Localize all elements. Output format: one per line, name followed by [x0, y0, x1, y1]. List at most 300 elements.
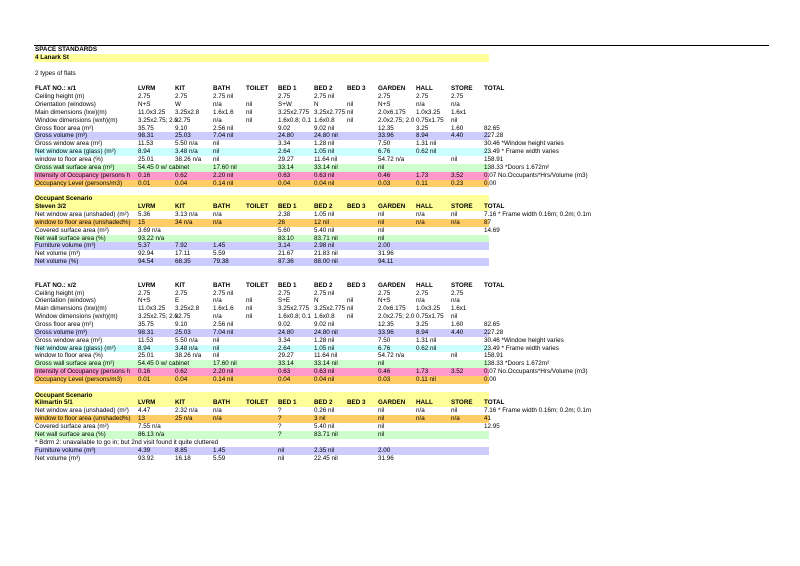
- cell-value: N: [314, 297, 319, 305]
- cell-value: n/a: [213, 313, 222, 321]
- cell-value: 1.0x3.25: [416, 108, 441, 116]
- row-label: * Bdrm 2: unavailable to go in; but 2nd visit found it quite cluttered: [35, 438, 219, 446]
- column-header: LVRM: [138, 281, 156, 289]
- cell-value: n/a: [416, 211, 425, 219]
- cell-value: nil: [378, 360, 385, 368]
- row-label: Gross floor area (m²): [35, 321, 94, 328]
- column-header: STORE: [451, 281, 473, 289]
- cell-value: 3.14: [278, 242, 291, 250]
- cell-value: 23.49 * Frame width varies: [484, 148, 559, 156]
- cell-value: 2.75: [416, 289, 429, 297]
- cell-value: 0.75x1.75: [416, 116, 444, 124]
- row-label: Gross floor area (m²): [35, 124, 94, 132]
- cell-value: 0.11: [416, 179, 428, 187]
- cell-value: 1.6x0.8; 0.1: [278, 313, 311, 321]
- cell-value: 2.75 nil: [213, 93, 234, 101]
- row-label: Covered surface area (m²): [35, 423, 109, 431]
- cell-value: 54.72 n/a: [378, 352, 405, 360]
- cell-value: nil: [451, 313, 458, 321]
- cell-value: x2.75: [175, 116, 191, 124]
- cell-value: 23.49 * Frame width varies: [484, 344, 559, 352]
- column-header: TOTAL: [484, 203, 505, 211]
- cell-value: n/a: [213, 101, 222, 109]
- row-label: Net volume (%): [35, 258, 79, 266]
- column-header: GARDEN: [378, 399, 406, 407]
- cell-value: nil: [451, 155, 458, 163]
- cell-value: 25.03: [175, 132, 191, 140]
- column-header: BED 1: [278, 203, 297, 211]
- row-label: Net wall surface area (%): [35, 234, 106, 242]
- cell-value: nil: [378, 226, 385, 234]
- cell-value: 88.00 nil: [314, 258, 338, 266]
- cell-value: 1.6x1.6: [213, 305, 234, 313]
- cell-value: 31.96: [378, 454, 394, 462]
- cell-value: 5.60: [278, 226, 291, 234]
- cell-value: 0.14 nil: [213, 375, 234, 383]
- cell-value: 54.72 n/a: [378, 155, 405, 163]
- cell-value: 2.75: [378, 93, 391, 101]
- cell-value: 16.18: [175, 454, 191, 462]
- cell-value: 9.10: [175, 124, 188, 132]
- cell-value: nil: [246, 313, 253, 321]
- cell-value: 1.6x1: [451, 108, 467, 116]
- cell-value: nil: [378, 211, 385, 219]
- cell-value: 6.76: [378, 148, 391, 156]
- row-label: Occupancy Level (persons/m3): [35, 179, 123, 187]
- cell-value: 15: [138, 218, 146, 226]
- row-label: Intensity of Occupancy (persons h: [35, 171, 131, 179]
- cell-value: N+S: [138, 297, 151, 305]
- column-header: TOTAL: [484, 281, 505, 289]
- cell-value: 11.64 nil: [314, 352, 338, 360]
- cell-value: 2.75: [175, 289, 188, 297]
- cell-value: 1.05 nil: [314, 211, 335, 219]
- cell-value: 8.94: [416, 328, 429, 336]
- cell-value: 2.75: [378, 289, 391, 297]
- cell-value: 38.26 n/a: [175, 155, 202, 163]
- cell-value: nil: [347, 101, 354, 109]
- cell-value: 1.60: [451, 321, 464, 328]
- cell-value: 0.63: [278, 368, 291, 376]
- column-header: BED 3: [347, 85, 366, 93]
- cell-value: 25.03: [175, 328, 191, 336]
- row-label: Furniture volume (m³): [35, 446, 96, 454]
- cell-value: 1.6x1: [451, 305, 467, 313]
- column-header: BED 1: [278, 399, 297, 407]
- cell-value: 0.03: [378, 179, 391, 187]
- cell-value: 2.0x2.75; 2.0: [378, 313, 415, 321]
- row-label: Net window area (unshaded) (m²): [35, 407, 129, 415]
- cell-value: 12.35: [378, 321, 394, 328]
- cell-value: nil: [213, 155, 220, 163]
- row-label: Net wall surface area (%): [35, 430, 106, 438]
- row-label: window to floor area (unshaded%): [35, 218, 131, 226]
- cell-value: 86.13 n/a: [138, 430, 165, 438]
- row-label: Net window area (glass) (m²): [35, 344, 116, 352]
- cell-value: 31.96: [378, 250, 394, 258]
- cell-value: 30.46 *Window height varies: [484, 140, 564, 148]
- cell-value: 11.0x3.25: [138, 305, 166, 313]
- row-label: Orientation (windows): [35, 297, 96, 305]
- cell-value: ?: [278, 415, 282, 423]
- cell-value: E: [175, 297, 180, 305]
- section-label: Steven 3/2: [35, 203, 67, 211]
- column-header: STORE: [451, 203, 473, 211]
- column-header: HALL: [416, 203, 433, 211]
- cell-value: S+E: [278, 297, 291, 305]
- cell-value: nil: [378, 423, 385, 431]
- cell-value: n/a: [451, 415, 460, 423]
- cell-value: 158.91: [484, 155, 504, 163]
- cell-value: 26: [278, 218, 286, 226]
- cell-value: n/a: [416, 415, 425, 423]
- column-header: LVRM: [138, 203, 156, 211]
- row-label: Furniture volume (m³): [35, 242, 96, 250]
- cell-value: 2.75: [138, 93, 151, 101]
- cell-value: 4.40: [451, 328, 464, 336]
- cell-value: 4.40: [451, 132, 464, 140]
- cell-value: 3.13 n/a: [175, 211, 198, 219]
- row-label: window to floor area (%): [35, 155, 103, 163]
- cell-value: 25.01: [138, 155, 154, 163]
- column-header: HALL: [416, 281, 433, 289]
- cell-value: 83.71 nil: [314, 430, 338, 438]
- cell-value: nil: [347, 305, 354, 313]
- cell-value: n/a: [213, 407, 222, 415]
- cell-value: 7.92: [175, 242, 188, 250]
- cell-value: 9.02 nil: [314, 321, 335, 328]
- cell-value: 3.48 n/a: [175, 148, 198, 156]
- cell-value: 2.56 nil: [213, 124, 234, 132]
- cell-value: 2.75 nil: [314, 289, 335, 297]
- column-header: HALL: [416, 399, 433, 407]
- cell-value: 22.45 nil: [314, 454, 338, 462]
- cell-value: 0.11 nil: [416, 375, 436, 383]
- cell-value: 33.14 nil: [314, 360, 338, 368]
- cell-value: 2.38: [278, 211, 291, 219]
- cell-value: 33.96: [378, 328, 394, 336]
- cell-value: 7.55 n/a: [138, 423, 161, 431]
- column-header: KIT: [175, 85, 186, 93]
- row-label: Net volume (m³): [35, 250, 81, 258]
- cell-value: ?: [278, 423, 282, 431]
- cell-value: 0.16: [138, 368, 151, 376]
- column-header: KIT: [175, 399, 186, 407]
- cell-value: 7.04 nil: [213, 328, 234, 336]
- cell-value: 3.25: [416, 124, 429, 132]
- cell-value: 3.25x2.775: [314, 108, 346, 116]
- cell-value: 24.80: [278, 328, 294, 336]
- cell-value: n/a: [416, 297, 425, 305]
- cell-value: 0.62 nil: [416, 148, 437, 156]
- column-header: TOILET: [246, 281, 269, 289]
- cell-value: 3.25x2.8: [175, 305, 200, 313]
- cell-value: 0.62 nil: [416, 344, 437, 352]
- cell-value: nil: [213, 336, 220, 344]
- cell-value: 3.25x2.775: [278, 305, 310, 313]
- cell-value: 33.14 nil: [314, 163, 338, 171]
- cell-value: n/a: [213, 415, 222, 423]
- cell-value: 82.65: [484, 321, 500, 328]
- cell-value: 0.63 nil: [314, 171, 335, 179]
- cell-value: 2.0x6.175: [378, 305, 406, 313]
- cell-value: 3.48 n/a: [175, 344, 198, 352]
- cell-value: nil: [347, 108, 354, 116]
- cell-value: 2.64: [278, 148, 291, 156]
- cell-value: n/a: [451, 101, 460, 109]
- column-header: BATH: [213, 281, 231, 289]
- cell-value: 29.27: [278, 155, 294, 163]
- cell-value: 0.23: [451, 179, 464, 187]
- cell-value: 33.14: [278, 163, 294, 171]
- cell-value: n/a: [213, 211, 222, 219]
- column-header: BED 3: [347, 203, 366, 211]
- cell-value: n/a: [416, 407, 425, 415]
- cell-value: 3.25x2.775: [314, 305, 346, 313]
- cell-value: 5.50 n/a: [175, 140, 198, 148]
- row-label: Gross wall surface area (m²): [35, 163, 115, 171]
- row-label: Main dimensions (lxw)(m): [35, 305, 107, 313]
- row-label: Gross window area (m²): [35, 140, 103, 148]
- address: 4 Lanark St: [35, 53, 69, 61]
- cell-value: 17.60 nil: [213, 360, 237, 368]
- cell-value: 0.62: [175, 171, 188, 179]
- cell-value: n/a: [213, 297, 222, 305]
- cell-value: nil: [451, 211, 458, 219]
- cell-value: 0.63: [278, 171, 291, 179]
- cell-value: 2.32 n/a: [175, 407, 198, 415]
- row-label: Net window area (glass) (m²): [35, 148, 116, 156]
- cell-value: 1.60: [451, 124, 464, 132]
- cell-value: 9.02: [278, 321, 291, 328]
- row-label: Net window area (unshaded) (m²): [35, 211, 129, 219]
- cell-value: 79.38: [213, 258, 229, 266]
- cell-value: 2.75: [278, 93, 291, 101]
- cell-value: 0.07 No.Occupants*Hrs/Volume (m3): [484, 368, 588, 376]
- cell-value: 3 nil: [314, 415, 326, 423]
- cell-value: nil: [213, 140, 220, 148]
- cell-value: nil: [378, 415, 385, 423]
- cell-value: 41: [484, 415, 492, 423]
- page-title: SPACE STANDARDS: [35, 46, 98, 53]
- cell-value: nil: [246, 297, 253, 305]
- column-header: BATH: [213, 399, 231, 407]
- cell-value: nil: [451, 407, 458, 415]
- cell-value: 0.04: [278, 375, 291, 383]
- spreadsheet: [34, 45, 769, 462]
- cell-value: 1.45: [213, 242, 226, 250]
- cell-value: 3.25x2.8: [175, 108, 200, 116]
- cell-value: 38.26 n/a: [175, 352, 202, 360]
- cell-value: 9.02: [278, 124, 291, 132]
- cell-value: 35.75: [138, 321, 154, 328]
- cell-value: 87: [484, 218, 492, 226]
- cell-value: 0.00: [484, 179, 497, 187]
- cell-value: 1.28 nil: [314, 336, 335, 344]
- cell-value: 11.64 nil: [314, 155, 338, 163]
- cell-value: 4.39: [138, 446, 151, 454]
- cell-value: 2.75: [278, 289, 291, 297]
- column-header: BED 2: [314, 281, 333, 289]
- row-label: Gross wall surface area (m²): [35, 360, 115, 368]
- cell-value: 2.56 nil: [213, 321, 234, 328]
- cell-value: 12.95: [484, 423, 500, 431]
- column-header: BATH: [213, 85, 231, 93]
- cell-value: 34 n/a: [175, 218, 193, 226]
- cell-value: 92.94: [138, 250, 154, 258]
- cell-value: 12.35: [378, 124, 394, 132]
- row-label: Main dimensions (lxw)(m): [35, 108, 107, 116]
- column-header: BED 1: [278, 85, 297, 93]
- section-label: Kilmartin 5/1: [35, 399, 73, 407]
- column-header: BED 2: [314, 203, 333, 211]
- cell-value: 21.83 nil: [314, 250, 338, 258]
- column-header: BED 3: [347, 281, 366, 289]
- cell-value: 5.59: [213, 250, 226, 258]
- column-header: TOILET: [246, 399, 269, 407]
- cell-value: 24.80: [278, 132, 294, 140]
- cell-value: W: [175, 101, 181, 109]
- cell-value: 93.92: [138, 454, 154, 462]
- cell-value: 87.36: [278, 258, 294, 266]
- cell-value: 1.31 nil: [416, 140, 437, 148]
- cell-value: 0.04: [278, 179, 291, 187]
- cell-value: S+W: [278, 101, 292, 109]
- cell-value: 227.28: [484, 132, 504, 140]
- cell-value: nil: [378, 218, 385, 226]
- cell-value: 2.75: [175, 93, 188, 101]
- cell-value: 83.10: [278, 234, 294, 242]
- column-header: BED 3: [347, 399, 366, 407]
- cell-value: 3.69 n/a: [138, 226, 161, 234]
- cell-value: n/a: [451, 297, 460, 305]
- cell-value: 3.25x2.75; 2.0: [138, 313, 178, 321]
- column-header: BED 1: [278, 281, 297, 289]
- column-header: BED 2: [314, 399, 333, 407]
- cell-value: nil: [246, 101, 253, 109]
- cell-value: 3.34: [278, 140, 291, 148]
- cell-value: nil: [378, 407, 385, 415]
- cell-value: 1.45: [213, 446, 226, 454]
- column-header: KIT: [175, 203, 186, 211]
- note: 2 types of flats: [35, 69, 76, 77]
- cell-value: nil: [451, 352, 458, 360]
- cell-value: nil: [246, 305, 253, 313]
- cell-value: 33.14: [278, 360, 294, 368]
- cell-value: 0.01: [138, 179, 151, 187]
- cell-value: 17.60 nil: [213, 163, 237, 171]
- cell-value: 0.04 nil: [314, 179, 335, 187]
- occupant-label: Occupant Scenario: [35, 195, 93, 203]
- column-header: STORE: [451, 399, 473, 407]
- cell-value: 2.75: [451, 289, 464, 297]
- cell-value: 0.01: [138, 375, 151, 383]
- cell-value: 2.98 nil: [314, 242, 335, 250]
- cell-value: 98.31: [138, 328, 154, 336]
- cell-value: 3.25x2.775: [278, 108, 310, 116]
- column-header: GARDEN: [378, 85, 406, 93]
- cell-value: n/a: [213, 218, 222, 226]
- cell-value: 1.0x3.25: [416, 305, 441, 313]
- cell-value: 2.75: [138, 289, 151, 297]
- column-header: GARDEN: [378, 203, 406, 211]
- cell-value: ?: [278, 430, 282, 438]
- row-label: Gross volume (m³): [35, 328, 88, 336]
- cell-value: 0.46: [378, 368, 391, 376]
- cell-value: 3.25: [416, 321, 429, 328]
- cell-value: nil: [378, 163, 385, 171]
- column-header: HALL: [416, 85, 433, 93]
- row-label: Covered surface area (m²): [35, 226, 109, 234]
- column-header: LVRM: [138, 399, 156, 407]
- column-header: STORE: [451, 85, 473, 93]
- cell-value: 2.00: [378, 242, 391, 250]
- cell-value: 3.34: [278, 336, 291, 344]
- cell-value: 8.94: [416, 132, 429, 140]
- cell-value: nil: [213, 352, 220, 360]
- cell-value: 5.40 nil: [314, 226, 335, 234]
- cell-value: 11.53: [138, 336, 154, 344]
- cell-value: 93.22 n/a: [138, 234, 165, 242]
- section-label: FLAT NO.: x/1: [35, 85, 77, 93]
- cell-value: 7.04 nil: [213, 132, 234, 140]
- cell-value: 24.80 nil: [314, 328, 338, 336]
- cell-value: 54.45 0 w/ cabinet: [138, 163, 190, 171]
- column-header: LVRM: [138, 85, 156, 93]
- cell-value: 21.67: [278, 250, 294, 258]
- cell-value: 3.52: [451, 171, 464, 179]
- cell-value: 3.25x2.75; 2.0: [138, 116, 178, 124]
- cell-value: ?: [278, 407, 282, 415]
- cell-value: 1.73: [416, 368, 429, 376]
- cell-value: 0.62: [175, 368, 188, 376]
- cell-value: 33.96: [378, 132, 394, 140]
- row-label: Window dimensions (wxh)(m): [35, 116, 118, 124]
- column-header: TOILET: [246, 85, 269, 93]
- cell-value: n/a: [213, 116, 222, 124]
- cell-value: 138.33 *Doors 1.672m²: [484, 360, 550, 368]
- cell-value: 14.69: [484, 226, 500, 234]
- cell-value: n/a: [451, 218, 460, 226]
- cell-value: 11.53: [138, 140, 154, 148]
- row-label: Window dimensions (wxh)(m): [35, 313, 118, 321]
- row-label: window to floor area (unshaded%): [35, 415, 131, 423]
- column-header: BED 2: [314, 85, 333, 93]
- cell-value: 2.00: [378, 446, 391, 454]
- cell-value: N: [314, 101, 319, 109]
- cell-value: 0.63 nil: [314, 368, 335, 376]
- cell-value: 5.50 n/a: [175, 336, 198, 344]
- cell-value: 9.10: [175, 321, 188, 328]
- cell-value: 0.46: [378, 171, 391, 179]
- row-label: Gross volume (m³): [35, 132, 88, 140]
- row-label: Intensity of Occupancy (persons h: [35, 368, 131, 376]
- cell-value: 2.75: [451, 93, 464, 101]
- cell-value: 7.50: [378, 336, 391, 344]
- cell-value: 29.27: [278, 352, 294, 360]
- cell-value: 1.6x1.6: [213, 108, 234, 116]
- cell-value: 5.37: [138, 242, 151, 250]
- cell-value: 12 nil: [314, 218, 330, 226]
- row-label: window to floor area (%): [35, 352, 103, 360]
- column-header: TOTAL: [484, 399, 505, 407]
- cell-value: 2.64: [278, 344, 291, 352]
- cell-value: nil: [378, 430, 385, 438]
- cell-value: 17.11: [175, 250, 191, 258]
- cell-value: 1.31 nil: [416, 336, 437, 344]
- cell-value: 0.03: [378, 375, 391, 383]
- cell-value: 11.0x3.25: [138, 108, 166, 116]
